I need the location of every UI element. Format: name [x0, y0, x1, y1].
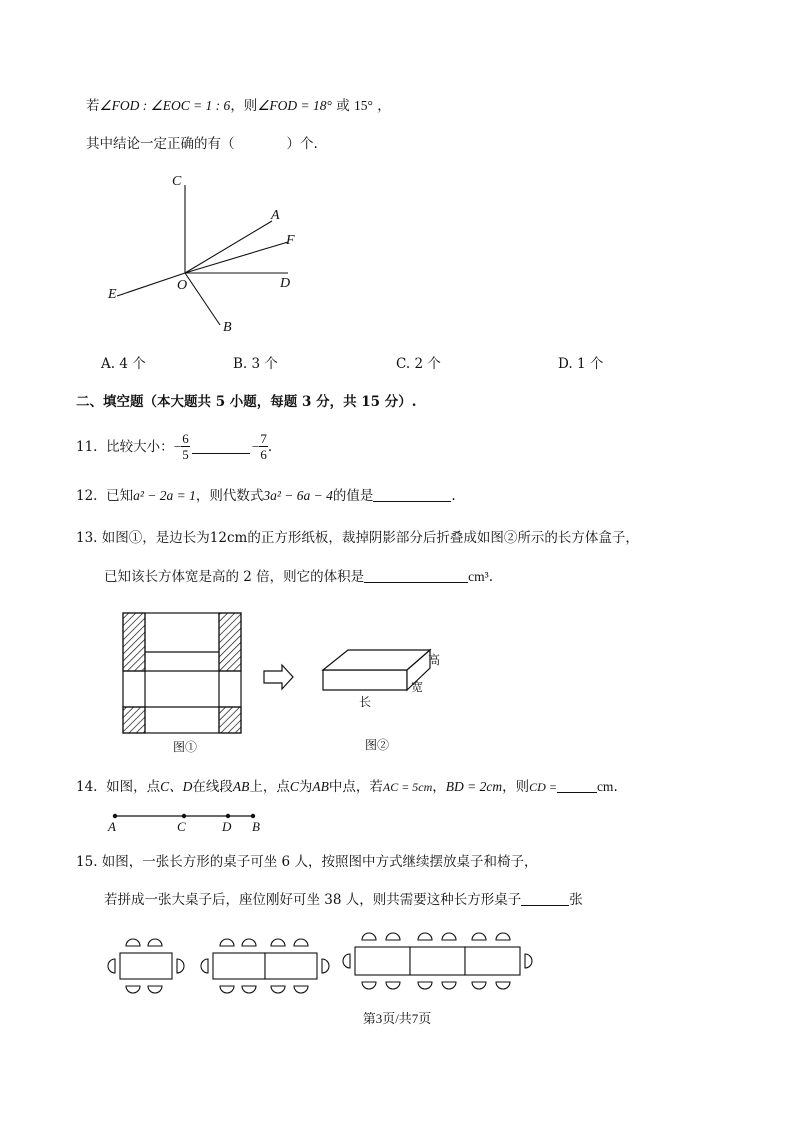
shaded-top-left	[123, 613, 145, 671]
ray-of	[185, 242, 288, 273]
figure-1-board	[123, 613, 241, 733]
question-13-line-1: 13. 如图①，是边长为12cm的正方形纸板，裁掉阴影部分后折叠成如图②所示的长方体盒子，	[76, 530, 639, 546]
label-high: 高	[428, 653, 441, 667]
table-group-3	[343, 933, 532, 989]
question-15-line-1: 15. 如图，一张长方形的桌子可坐 6 人，按照图中方式继续摆放桌子和椅子，	[76, 854, 538, 870]
angle-figure	[100, 165, 320, 340]
option-c: C. 2 个	[396, 356, 441, 372]
answer-blank-15[interactable]	[521, 891, 569, 906]
fraction-2: $\frac{7}{6}$	[260, 431, 267, 462]
label-b: B	[223, 320, 232, 335]
page-footer: 第3页/共7页	[362, 1011, 432, 1026]
question-11: 11. 比较大小： − $\frac{6}{5}$ − $\frac{7}{6}$ .	[76, 431, 273, 462]
option-a: A. 4 个	[101, 356, 146, 372]
label-o: O	[177, 278, 188, 293]
point-d	[226, 814, 230, 818]
point-c	[182, 814, 186, 818]
label-f: F	[286, 233, 295, 248]
label-d: D	[222, 819, 232, 834]
table	[120, 953, 172, 979]
q10-conclusion: 其中结论一定正确的有（ ）个.	[86, 136, 318, 152]
segment-figure	[100, 808, 280, 838]
label-long: 长	[359, 695, 372, 709]
table-group-1	[108, 939, 184, 993]
question-14: 14. 如图，点C、D在线段AB上，点C为AB中点，若AC = 5cm，BD = 2cm，则CD = cm.	[76, 779, 618, 795]
label-c: C	[172, 174, 182, 189]
box-figures	[115, 605, 455, 755]
label-b: B	[252, 819, 260, 834]
section-title: 二、填空题（本大题共 5 小题，每题 3 分，共 15 分）.	[76, 394, 417, 410]
point-a	[113, 814, 117, 818]
answer-blank-11[interactable]	[192, 439, 250, 454]
question-13-line-2: 已知该长方体宽是高的 2 倍，则它的体积是 cm³.	[104, 569, 494, 585]
tables-figure	[100, 925, 540, 995]
question-12: 12. 已知a² − 2a = 1，则代数式3a² − 6a − 4的值是 .	[76, 488, 456, 504]
table-group-2	[201, 939, 329, 993]
label-a: A	[271, 208, 280, 223]
option-d: D. 1 个	[558, 356, 604, 372]
label-e: E	[108, 287, 117, 302]
shaded-top-right	[219, 613, 241, 671]
point-b	[251, 814, 255, 818]
ray-ob	[185, 273, 220, 325]
label-wide: 宽	[411, 680, 424, 694]
answer-blank-14[interactable]	[557, 778, 597, 793]
figure-1-caption: 图①	[173, 740, 198, 754]
arrow-icon	[264, 665, 293, 689]
ray-oe	[117, 273, 188, 296]
shaded-bottom-right	[219, 707, 241, 733]
answer-blank-13[interactable]	[364, 568, 468, 583]
label-a: A	[108, 819, 116, 834]
label-d: D	[280, 276, 291, 291]
option-b: B. 3 个	[233, 356, 278, 372]
ray-oa	[185, 221, 272, 273]
answer-blank-12[interactable]	[373, 487, 451, 502]
label-c: C	[177, 819, 186, 834]
fraction-1: $\frac{6}{5}$	[182, 431, 189, 462]
figure-2-caption: 图②	[365, 738, 390, 752]
q10-statement: 若∠FOD : ∠EOC = 1 : 6，则∠FOD = 18° 或 15° ，	[86, 98, 391, 114]
shaded-bottom-left	[123, 707, 145, 733]
question-15-line-2: 若拼成一张大桌子后，座位刚好可坐 38 人，则共需要这种长方形桌子 张	[104, 892, 583, 908]
